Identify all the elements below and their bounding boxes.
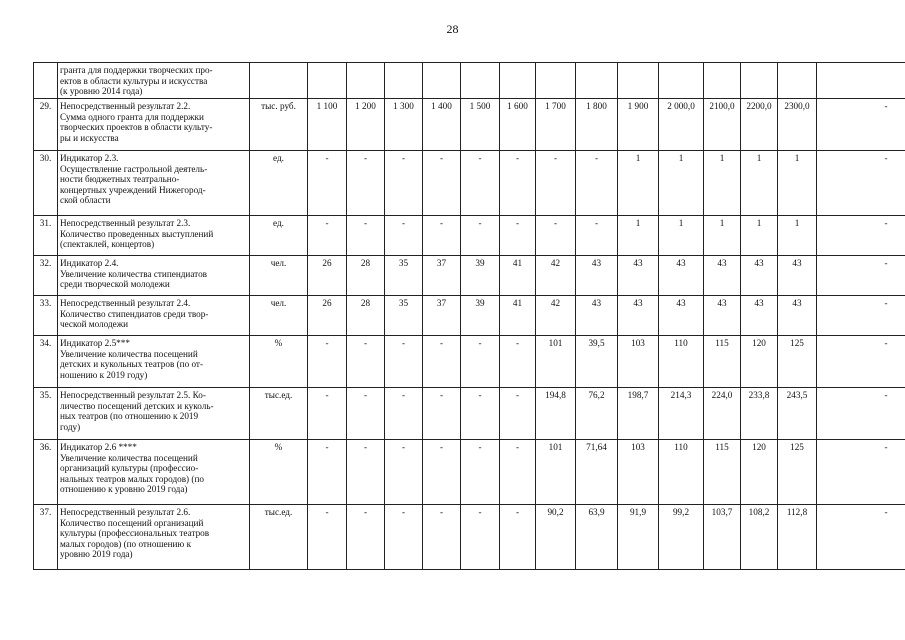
value-cell: -	[817, 256, 905, 296]
value-cell: -	[500, 505, 536, 570]
indicator-name-line: Индикатор 2.5***	[60, 338, 130, 348]
value-cell: -	[817, 336, 905, 388]
value-cell: -	[536, 216, 576, 256]
value-cell: 2100,0	[704, 99, 741, 151]
value-cell: 224,0	[704, 388, 741, 440]
indicator-name	[58, 256, 250, 296]
value-cell: 76,2	[576, 388, 618, 440]
value-cell: -	[817, 505, 905, 570]
value-cell: 42	[536, 296, 576, 336]
value-cell: -	[461, 151, 500, 216]
value-cell	[778, 63, 817, 99]
value-cell: 198,7	[618, 388, 659, 440]
value-cell: 43	[741, 296, 778, 336]
table-row	[34, 388, 905, 440]
indicator-name-line: детских и кукольных театров (по от-	[60, 359, 204, 369]
unit-cell: %	[250, 336, 308, 388]
value-cell: 1 600	[500, 99, 536, 151]
value-cell: -	[308, 440, 347, 505]
value-cell: -	[347, 388, 385, 440]
indicator-name-line: Непосредственный результат 2.3.	[60, 218, 191, 228]
indicator-name	[58, 440, 250, 505]
indicator-name-line: Непосредственный результат 2.2.	[60, 101, 191, 111]
value-cell: 71,64	[576, 440, 618, 505]
value-cell: 101	[536, 440, 576, 505]
value-cell: 41	[500, 256, 536, 296]
value-cell: 103	[618, 440, 659, 505]
indicator-name-line: уровню 2019 года)	[60, 549, 133, 559]
value-cell: -	[385, 216, 423, 256]
value-cell: 28	[347, 296, 385, 336]
indicator-name-line: нальных театров малых городов) (по	[60, 473, 204, 484]
indicator-name-line: Увеличение количества посещений	[60, 348, 198, 359]
value-cell: 43	[576, 256, 618, 296]
value-cell: 99,2	[659, 505, 704, 570]
row-number: 37.	[34, 505, 58, 570]
value-cell	[347, 63, 385, 99]
table-row	[34, 63, 905, 99]
value-cell	[618, 63, 659, 99]
value-cell: 1	[704, 216, 741, 256]
table-row	[34, 151, 905, 216]
row-number: 32.	[34, 256, 58, 296]
value-cell: 35	[385, 296, 423, 336]
value-cell: 1	[704, 151, 741, 216]
row-number	[34, 63, 58, 99]
value-cell: -	[423, 151, 461, 216]
value-cell: 1	[618, 151, 659, 216]
value-cell: 1	[741, 151, 778, 216]
value-cell: 37	[423, 296, 461, 336]
indicator-name-line: Сумма одного гранта для поддержки	[60, 111, 204, 122]
value-cell: 125	[778, 440, 817, 505]
value-cell: 1 300	[385, 99, 423, 151]
value-cell	[741, 63, 778, 99]
value-cell: -	[500, 216, 536, 256]
value-cell: -	[500, 336, 536, 388]
value-cell: 103	[618, 336, 659, 388]
indicator-name-line: гранта для поддержки творческих про-	[60, 65, 213, 75]
indicator-name-line: ской области	[60, 195, 111, 205]
value-cell: 63,9	[576, 505, 618, 570]
value-cell: 1 400	[423, 99, 461, 151]
value-cell: -	[347, 440, 385, 505]
value-cell: 35	[385, 256, 423, 296]
table-row	[34, 256, 905, 296]
table-row	[34, 216, 905, 256]
indicator-name	[58, 336, 250, 388]
row-number: 29.	[34, 99, 58, 151]
value-cell: -	[423, 440, 461, 505]
indicator-name-line: году)	[60, 421, 81, 432]
indicator-name	[58, 388, 250, 440]
value-cell	[659, 63, 704, 99]
value-cell: 43	[741, 256, 778, 296]
row-number: 33.	[34, 296, 58, 336]
value-cell: -	[308, 505, 347, 570]
value-cell: 120	[741, 336, 778, 388]
unit-cell: чел.	[250, 256, 308, 296]
value-cell: 1 700	[536, 99, 576, 151]
value-cell: 37	[423, 256, 461, 296]
value-cell: -	[461, 216, 500, 256]
value-cell	[536, 63, 576, 99]
value-cell: -	[500, 388, 536, 440]
value-cell: 1 200	[347, 99, 385, 151]
indicator-name-line: ности бюджетных театрально-	[60, 174, 180, 184]
unit-cell: чел.	[250, 296, 308, 336]
value-cell: 90,2	[536, 505, 576, 570]
value-cell: 108,2	[741, 505, 778, 570]
unit-cell: ед.	[250, 216, 308, 256]
value-cell: -	[385, 336, 423, 388]
value-cell: -	[385, 151, 423, 216]
value-cell: -	[461, 505, 500, 570]
table-row	[34, 336, 905, 388]
value-cell: -	[308, 336, 347, 388]
indicator-name-line: концертных учреждений Нижегород-	[60, 184, 206, 195]
value-cell: 1	[618, 216, 659, 256]
value-cell: -	[308, 216, 347, 256]
indicator-name-line: Осуществление гастрольной деятель-	[60, 163, 208, 174]
value-cell: 1 900	[618, 99, 659, 151]
value-cell: -	[500, 440, 536, 505]
indicator-name-line: Количество посещений организаций	[60, 517, 204, 528]
value-cell: 43	[618, 296, 659, 336]
value-cell: -	[423, 216, 461, 256]
value-cell: 2 000,0	[659, 99, 704, 151]
indicator-name-line: творческих проектов в области культу-	[60, 122, 213, 132]
row-number: 30.	[34, 151, 58, 216]
indicator-name	[58, 99, 250, 151]
value-cell: -	[461, 388, 500, 440]
value-cell	[500, 63, 536, 99]
indicator-name	[58, 216, 250, 256]
table-row	[34, 99, 905, 151]
value-cell: -	[817, 216, 905, 256]
value-cell: 42	[536, 256, 576, 296]
value-cell: 41	[500, 296, 536, 336]
indicator-name-line: ных театров (по отношению к 2019	[60, 411, 199, 421]
value-cell	[704, 63, 741, 99]
value-cell: 43	[659, 296, 704, 336]
indicators-table	[33, 62, 905, 570]
indicator-name-line: Количество проведенных выступлений	[60, 228, 214, 239]
value-cell: 194,8	[536, 388, 576, 440]
indicator-name-line: (спектаклей, концертов)	[60, 239, 155, 249]
value-cell: 1 800	[576, 99, 618, 151]
row-number: 34.	[34, 336, 58, 388]
value-cell: -	[347, 336, 385, 388]
value-cell: 112,8	[778, 505, 817, 570]
value-cell	[576, 63, 618, 99]
value-cell: 115	[704, 336, 741, 388]
value-cell: -	[461, 440, 500, 505]
value-cell: 110	[659, 440, 704, 505]
value-cell: -	[385, 388, 423, 440]
indicator-name-line: Непосредственный результат 2.6.	[60, 507, 191, 517]
value-cell: -	[423, 336, 461, 388]
value-cell	[461, 63, 500, 99]
unit-cell: %	[250, 440, 308, 505]
indicator-name-line: организаций культуры (профессио-	[60, 463, 199, 473]
value-cell: 39,5	[576, 336, 618, 388]
unit-cell: тыс. руб.	[250, 99, 308, 151]
indicator-name	[58, 151, 250, 216]
value-cell: 1 100	[308, 99, 347, 151]
value-cell: -	[817, 151, 905, 216]
value-cell: 28	[347, 256, 385, 296]
value-cell: 43	[618, 256, 659, 296]
value-cell: -	[817, 440, 905, 505]
value-cell: -	[385, 505, 423, 570]
value-cell: 43	[704, 256, 741, 296]
indicator-name-line: Непосредственный результат 2.4.	[60, 298, 191, 308]
value-cell: 2200,0	[741, 99, 778, 151]
indicator-name-line: ческой молодежи	[60, 319, 129, 329]
value-cell: 91,9	[618, 505, 659, 570]
value-cell: -	[500, 151, 536, 216]
value-cell: -	[817, 388, 905, 440]
value-cell: 1	[741, 216, 778, 256]
value-cell: 43	[778, 296, 817, 336]
value-cell: 2300,0	[778, 99, 817, 151]
unit-cell: ед.	[250, 151, 308, 216]
table-row	[34, 440, 905, 505]
indicator-name-line: Индикатор 2.3.	[60, 153, 119, 163]
value-cell: -	[308, 151, 347, 216]
value-cell: 43	[704, 296, 741, 336]
indicator-name-line: ры и искусства	[60, 132, 119, 143]
value-cell: 39	[461, 296, 500, 336]
indicator-name-line: Индикатор 2.4.	[60, 258, 119, 268]
unit-cell: тыс.ед.	[250, 505, 308, 570]
value-cell: 43	[778, 256, 817, 296]
value-cell: -	[347, 151, 385, 216]
value-cell: 243,5	[778, 388, 817, 440]
value-cell: 1	[778, 216, 817, 256]
indicator-name-line: Индикатор 2.6 ****	[60, 442, 137, 452]
value-cell: 43	[659, 256, 704, 296]
value-cell: 103,7	[704, 505, 741, 570]
indicator-name-line: среди творческой молодежи	[60, 279, 170, 289]
value-cell: 1	[778, 151, 817, 216]
indicator-name	[58, 296, 250, 336]
row-number: 36.	[34, 440, 58, 505]
value-cell: -	[817, 296, 905, 336]
value-cell: 1 500	[461, 99, 500, 151]
value-cell: 43	[576, 296, 618, 336]
value-cell: -	[423, 388, 461, 440]
indicator-name-line: личество посещений детских и куколь-	[60, 400, 214, 411]
indicator-name-line: Увеличение количества посещений	[60, 452, 198, 463]
value-cell: -	[308, 388, 347, 440]
value-cell: -	[347, 505, 385, 570]
indicator-name	[58, 63, 250, 99]
value-cell: -	[817, 99, 905, 151]
value-cell: -	[536, 151, 576, 216]
value-cell: 110	[659, 336, 704, 388]
indicator-name	[58, 505, 250, 570]
indicator-name-line: малых городов) (по отношению к	[60, 538, 192, 549]
value-cell	[423, 63, 461, 99]
value-cell: 1	[659, 216, 704, 256]
value-cell: 233,8	[741, 388, 778, 440]
value-cell: -	[347, 216, 385, 256]
value-cell	[385, 63, 423, 99]
indicator-name-line: ношению к 2019 году)	[60, 369, 148, 380]
indicator-name-line: (к уровню 2014 года)	[60, 86, 143, 96]
value-cell: 1	[659, 151, 704, 216]
value-cell	[817, 63, 905, 99]
value-cell: 26	[308, 256, 347, 296]
value-cell: 125	[778, 336, 817, 388]
value-cell: -	[576, 151, 618, 216]
indicator-name-line: отношению к уровню 2019 года)	[60, 484, 188, 494]
value-cell: 39	[461, 256, 500, 296]
table-row	[34, 296, 905, 336]
value-cell: 26	[308, 296, 347, 336]
unit-cell	[250, 63, 308, 99]
value-cell: -	[461, 336, 500, 388]
value-cell: 120	[741, 440, 778, 505]
indicator-name-line: Непосредственный результат 2.5. Ко-	[60, 390, 206, 400]
row-number: 31.	[34, 216, 58, 256]
unit-cell: тыс.ед.	[250, 388, 308, 440]
value-cell	[308, 63, 347, 99]
value-cell: -	[423, 505, 461, 570]
indicator-name-line: ектов в области культуры и искусства	[60, 75, 208, 86]
value-cell: 214,3	[659, 388, 704, 440]
value-cell: 115	[704, 440, 741, 505]
indicator-name-line: Увеличение количества стипендиатов	[60, 268, 207, 279]
row-number: 35.	[34, 388, 58, 440]
indicator-name-line: культуры (профессиональных театров	[60, 528, 210, 538]
value-cell: -	[385, 440, 423, 505]
value-cell: -	[576, 216, 618, 256]
table-row	[34, 505, 905, 570]
value-cell: 101	[536, 336, 576, 388]
page-number: 28	[446, 22, 459, 36]
indicator-name-line: Количество стипендиатов среди твор-	[60, 308, 209, 319]
